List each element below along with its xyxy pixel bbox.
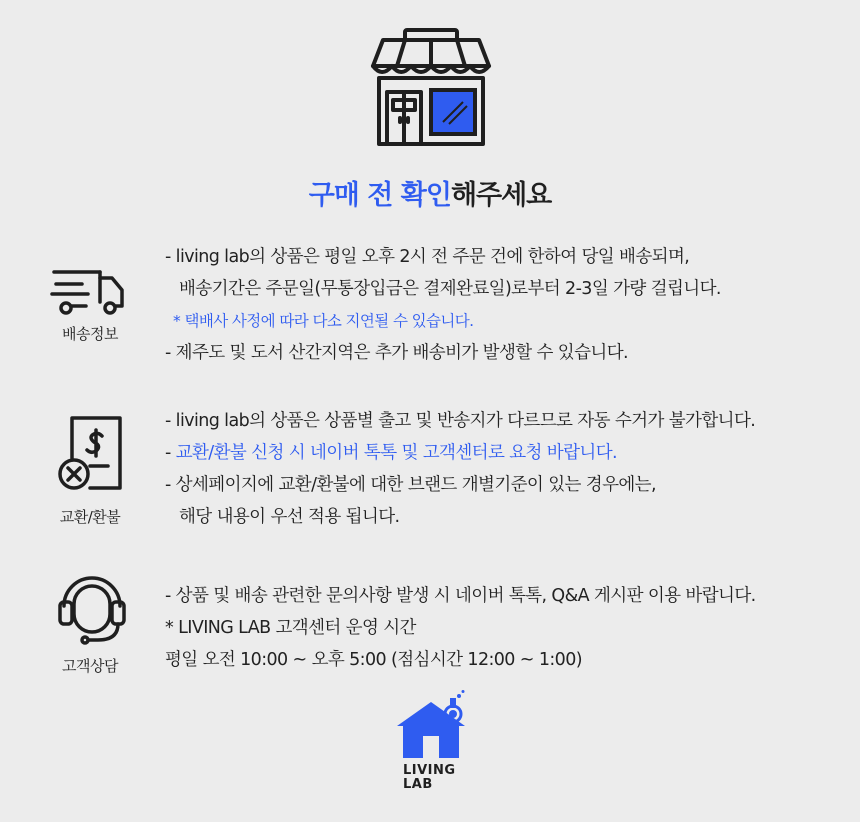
delivery-truck-icon bbox=[50, 262, 130, 332]
notice-line bbox=[165, 437, 855, 469]
headset-icon bbox=[52, 568, 132, 648]
store-icon bbox=[369, 26, 493, 150]
notice-text: 교환/환불 신청 시 네이버 톡톡 및 고객센터로 요청 바랍니다. bbox=[175, 443, 617, 463]
info-line: * LIVING LAB 고객센터 운영 시간 bbox=[165, 618, 416, 638]
info-line: 해당 내용이 우선 적용 됩니다. bbox=[179, 507, 400, 527]
info-line: - 상세페이지에 교환/환불에 대한 브랜드 개별기준이 있는 경우에는, bbox=[165, 475, 656, 495]
logo-line-1: LIVING bbox=[403, 763, 456, 778]
title-highlight: 구매 전 확인 bbox=[308, 180, 451, 211]
refund-receipt-icon bbox=[50, 412, 130, 498]
section-label: 고객상담 bbox=[62, 657, 118, 675]
section-label: 배송정보 bbox=[62, 325, 118, 343]
info-line: - 상품 및 배송 관련한 문의사항 발생 시 네이버 톡톡, Q&A 게시판 이용 바랍니다. bbox=[165, 586, 756, 606]
logo-text bbox=[403, 764, 456, 792]
line-prefix: - bbox=[165, 443, 176, 463]
section-label: 교환/환불 bbox=[59, 508, 121, 526]
info-line: - living lab의 상품은 평일 오후 2시 전 주문 건에 한하여 당일 배송되며, bbox=[165, 247, 690, 267]
page-title bbox=[0, 173, 860, 212]
logo-line-2: LAB bbox=[403, 777, 433, 792]
info-line: 배송기간은 주문일(무통장입금은 결제완료일)로부터 2-3일 가량 걸립니다. bbox=[179, 279, 721, 299]
title-rest: 해주세요 bbox=[450, 180, 552, 211]
info-line: - 제주도 및 도서 산간지역은 추가 배송비가 발생할 수 있습니다. bbox=[165, 343, 628, 363]
notice-line: * 택배사 사정에 따라 다소 지연될 수 있습니다. bbox=[173, 312, 474, 330]
info-line: 평일 오전 10:00 ~ 오후 5:00 (점심시간 12:00 ~ 1:00) bbox=[165, 650, 582, 670]
info-line: - living lab의 상품은 상품별 출고 및 반송지가 다르므로 자동 수거가 불가합니다. bbox=[165, 411, 756, 431]
